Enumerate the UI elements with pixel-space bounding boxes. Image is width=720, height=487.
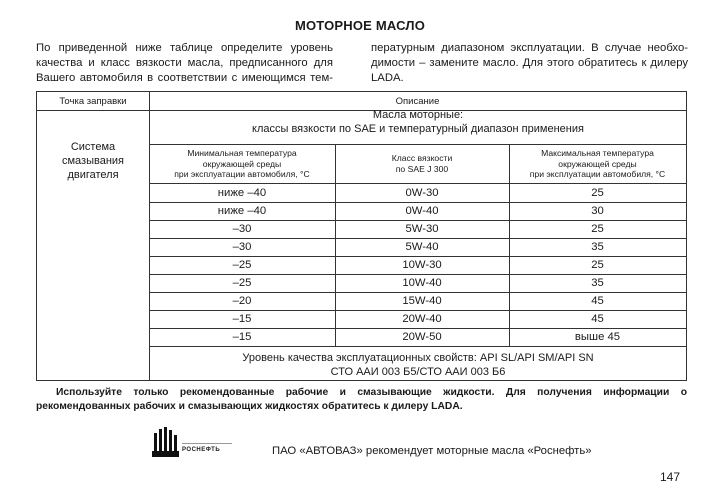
motor-oils-title-line: классы вязкости по SAE и температурный диапазон применения: [252, 123, 584, 135]
system-label-line: двигателя: [67, 169, 119, 181]
table-cell: –20: [232, 295, 252, 307]
table-cell: 25: [591, 259, 604, 271]
quality-level-line: Уровень качества эксплуатационных свойств: API SL/API SM/API SN: [242, 352, 594, 364]
motor-oils-title: [149, 108, 687, 136]
quality-level: [149, 351, 687, 379]
system-label-line: Система: [70, 141, 116, 153]
table-cell: –15: [232, 331, 252, 343]
page-title: МОТОРНОЕ МАСЛО: [294, 18, 426, 33]
intro-line: пературным диапазоном эксплуатации. В случае необхо-: [371, 42, 688, 54]
table-cell: 10W-30: [402, 259, 442, 271]
table-cell: выше 45: [574, 331, 621, 343]
header-description: Описание: [395, 96, 440, 107]
table-cell: –25: [232, 277, 252, 289]
intro-line: LADA.: [371, 72, 404, 84]
subheader-line: по SAE J 300: [395, 163, 449, 174]
logo-text: РОСНЕФТЬ: [182, 447, 221, 453]
table-cell: 25: [591, 223, 604, 235]
oil-table: [36, 91, 687, 381]
header-fill-point: Точка заправки: [59, 96, 127, 107]
table-cell: –30: [232, 241, 252, 253]
table-cell: 20W-40: [402, 313, 442, 325]
table-cell: 45: [591, 313, 604, 325]
subheader-viscosity: [335, 153, 509, 174]
subheader-line: окружающей среды: [202, 158, 282, 169]
subheader-line: Максимальная температура: [541, 148, 654, 158]
intro-line: По приведенной ниже таблице определите уровень: [36, 42, 333, 54]
table-cell: 20W-50: [402, 331, 442, 343]
system-label: [37, 140, 149, 182]
recommendation-text: ПАО «АВТОВАЗ» рекомендует моторные масла «Роснефть»: [272, 445, 592, 457]
table-cell: 30: [591, 205, 604, 217]
quality-level-line: СТО ААИ 003 Б5/СТО ААИ 003 Б6: [330, 366, 506, 378]
subheader-line: Минимальная температура: [187, 148, 297, 158]
table-cell: 35: [591, 277, 604, 289]
subheader-line: окружающей среды: [558, 158, 637, 169]
subheader-max-temp: [509, 148, 686, 180]
intro-line: димости – замените масло. Для этого обратитесь к дилеру: [371, 57, 688, 69]
intro-left-column: [36, 41, 333, 86]
table-cell: 35: [591, 241, 604, 253]
table-cell: ниже –40: [217, 205, 267, 217]
subheader-line: Класс вязкости: [391, 153, 453, 163]
subheader-min-temp: [149, 148, 335, 180]
page-number: 147: [659, 470, 680, 484]
table-cell: ниже –40: [217, 187, 267, 199]
intro-line: качества и класс вязкости масла, предписанного для: [36, 57, 333, 69]
rosneft-logo: [152, 427, 242, 467]
table-cell: –25: [232, 259, 252, 271]
system-label-line: смазывания: [61, 155, 125, 167]
usage-note: Используйте только рекомендованные рабочие и смазывающие жидкости. Для получения информации о рекомендованных рабочих и смазывающих жидкостях обратитесь к дилеру LADA.: [36, 387, 687, 412]
intro-line: Вашего автомобиля в соответствии с имеющимся тем-: [36, 72, 333, 84]
table-cell: 0W-30: [405, 187, 439, 199]
table-cell: –15: [232, 313, 252, 325]
motor-oils-title-line: Масла моторные:: [372, 109, 464, 121]
intro-right-column: [371, 41, 688, 86]
table-cell: 25: [591, 187, 604, 199]
subheader-line: при эксплуатации автомобиля, °С: [529, 169, 666, 179]
table-cell: 5W-40: [405, 241, 439, 253]
table-cell: 0W-40: [405, 205, 439, 217]
table-cell: 10W-40: [402, 277, 442, 289]
table-cell: –30: [232, 223, 252, 235]
table-cell: 5W-30: [405, 223, 439, 235]
table-cell: 15W-40: [402, 295, 442, 307]
subheader-line: при эксплуатации автомобиля, °С: [174, 169, 310, 179]
table-cell: 45: [591, 295, 604, 307]
